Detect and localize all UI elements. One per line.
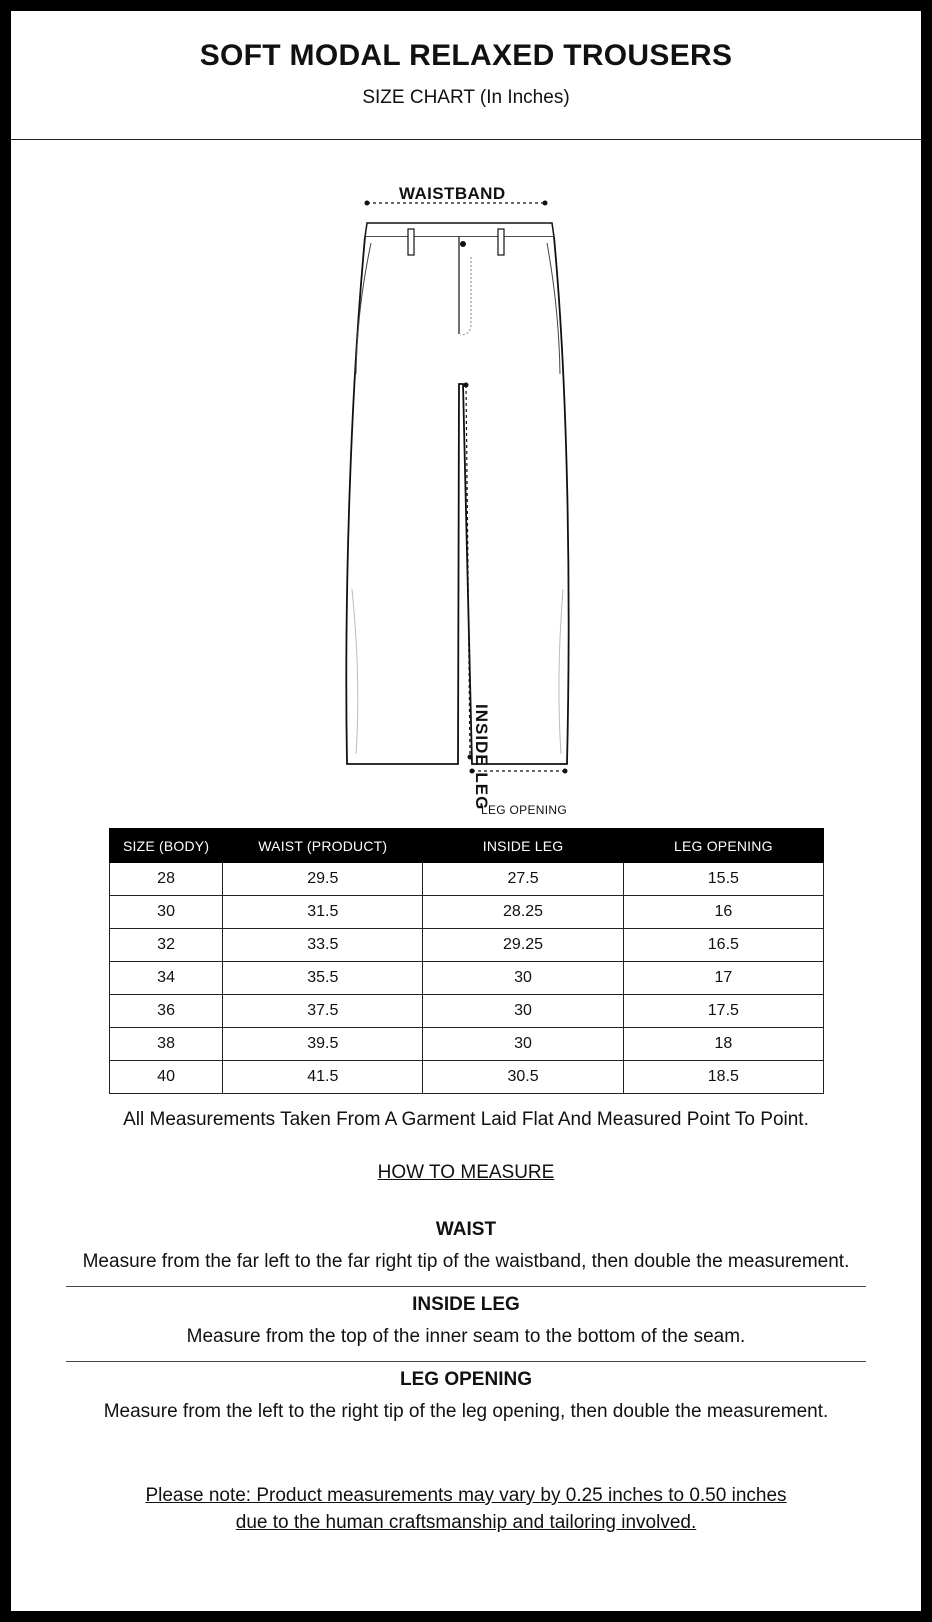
col-header-inside-leg: INSIDE LEG: [423, 829, 623, 863]
cell-waist: 33.5: [223, 929, 423, 962]
divider: [66, 1361, 866, 1362]
cell-waist: 35.5: [223, 962, 423, 995]
trouser-diagram: [11, 139, 921, 829]
please-note: [11, 1482, 921, 1536]
leg-opening-section: [11, 1369, 921, 1423]
cell-size: 36: [110, 995, 223, 1028]
page-subtitle: SIZE CHART (In Inches): [362, 87, 570, 108]
please-note-line-1: Please note: Product measurements may vary by 0.25 inches to 0.50 inches: [145, 1485, 787, 1506]
cell-inside-leg: 30.5: [423, 1061, 623, 1094]
cell-waist: 37.5: [223, 995, 423, 1028]
col-header-leg-opening: LEG OPENING: [623, 829, 823, 863]
cell-size: 34: [110, 962, 223, 995]
divider: [66, 1286, 866, 1287]
cell-leg-opening: 16.5: [623, 929, 823, 962]
size-chart-page: [11, 11, 921, 1611]
table-row: [110, 1061, 824, 1094]
inside-leg-text: Measure from the top of the inner seam to the bottom of the seam.: [186, 1326, 746, 1347]
cell-leg-opening: 16: [623, 896, 823, 929]
cell-size: 40: [110, 1061, 223, 1094]
col-header-size: SIZE (BODY): [110, 829, 223, 863]
cell-leg-opening: 17: [623, 962, 823, 995]
cell-size: 38: [110, 1028, 223, 1061]
cell-waist: 41.5: [223, 1061, 423, 1094]
cell-size: 32: [110, 929, 223, 962]
waist-section: [11, 1219, 921, 1273]
cell-inside-leg: 30: [423, 995, 623, 1028]
table-header-row: [110, 829, 824, 863]
leg-opening-text: Measure from the left to the right tip of the leg opening, then double the measurement.: [103, 1401, 829, 1422]
table-row: [110, 1028, 824, 1061]
waist-text: Measure from the far left to the far right tip of the waistband, then double the measurement.: [82, 1251, 850, 1272]
page-title: SOFT MODAL RELAXED TROUSERS: [199, 39, 733, 72]
table-row: [110, 962, 824, 995]
size-table: [109, 828, 824, 1094]
col-header-waist: WAIST (PRODUCT): [223, 829, 423, 863]
inside-leg-section: [11, 1294, 921, 1348]
how-to-measure-heading: HOW TO MEASURE: [377, 1162, 555, 1183]
table-row: [110, 995, 824, 1028]
cell-inside-leg: 28.25: [423, 896, 623, 929]
table-row: [110, 896, 824, 929]
cell-waist: 29.5: [223, 863, 423, 896]
leg-opening-label: LEG OPENING: [481, 803, 567, 817]
table-row: [110, 929, 824, 962]
header: [11, 11, 921, 140]
cell-inside-leg: 27.5: [423, 863, 623, 896]
cell-inside-leg: 30: [423, 962, 623, 995]
waist-title: WAIST: [435, 1219, 497, 1240]
leg-opening-title: LEG OPENING: [400, 1369, 532, 1390]
cell-leg-opening: 15.5: [623, 863, 823, 896]
cell-size: 28: [110, 863, 223, 896]
please-note-line-2: due to the human craftsmanship and tailoring involved.: [235, 1512, 697, 1533]
cell-leg-opening: 17.5: [623, 995, 823, 1028]
cell-waist: 39.5: [223, 1028, 423, 1061]
cell-inside-leg: 29.25: [423, 929, 623, 962]
trouser-illustration: [11, 139, 921, 829]
inside-leg-label: INSIDE LEG: [472, 704, 491, 811]
measurement-note: All Measurements Taken From A Garment Laid Flat And Measured Point To Point.: [123, 1109, 809, 1130]
cell-leg-opening: 18.5: [623, 1061, 823, 1094]
cell-size: 30: [110, 896, 223, 929]
inside-leg-title: INSIDE LEG: [412, 1294, 520, 1315]
cell-waist: 31.5: [223, 896, 423, 929]
waistband-label: WAISTBAND: [399, 184, 506, 203]
cell-leg-opening: 18: [623, 1028, 823, 1061]
cell-inside-leg: 30: [423, 1028, 623, 1061]
table-row: [110, 863, 824, 896]
